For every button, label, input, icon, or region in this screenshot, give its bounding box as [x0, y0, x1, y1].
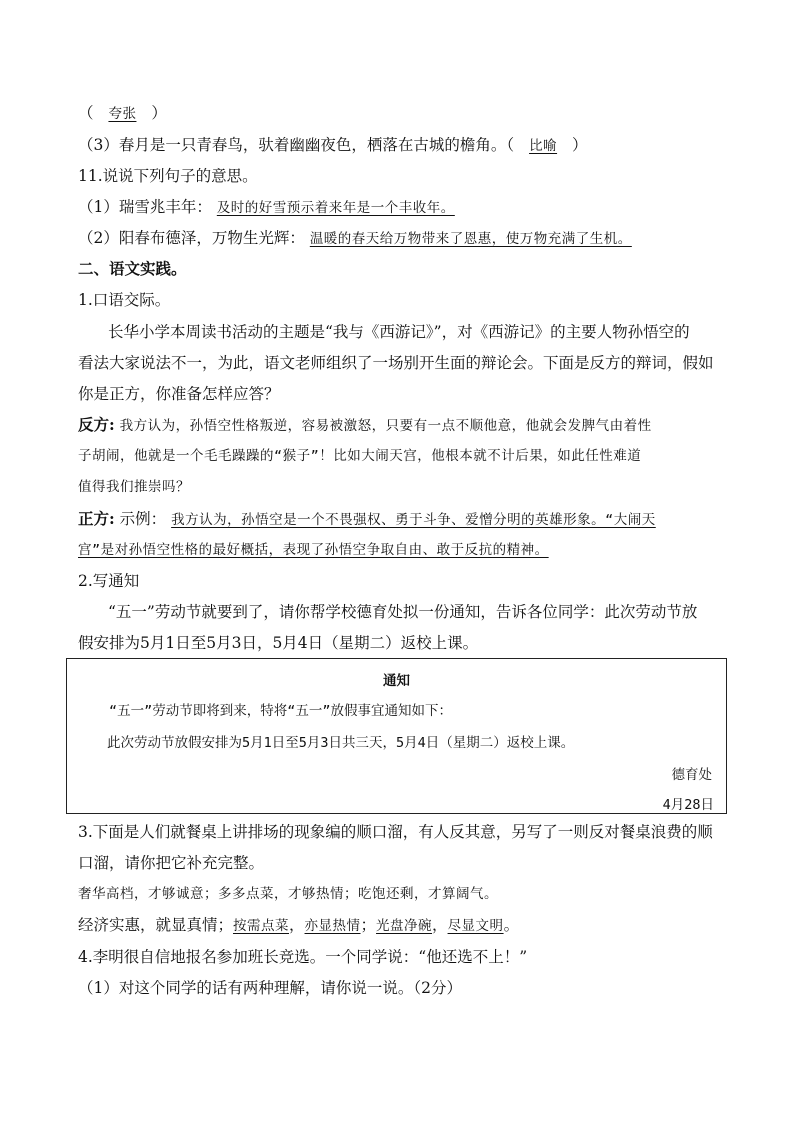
question-4-1: [78, 978, 724, 998]
paragraph-1-text-2: 看法大家说法不一，为此，语文老师组织了一场别开生面的辩论会。下面是反方的辩词，假如: [78, 354, 714, 372]
pro-side-text-2: 宫”是对孙悟空性格的最好概括，表现了孙悟空争取自由、敢于反抗的精神。: [78, 542, 549, 558]
answer-exaggeration: 夸张: [108, 106, 137, 122]
rhyme-2-answer-4: 尽显文明: [447, 918, 504, 934]
con-side-line-2: [78, 446, 724, 466]
close-paren: ）: [572, 136, 588, 154]
notice-signer: 德育处: [671, 767, 712, 783]
rhyme-2-answer-2: 亦显热情: [304, 918, 361, 934]
question-11-2-answer: 温暖的春天给万物带来了恩惠，使万物充满了生机。: [309, 231, 632, 247]
question-4-1-text: （1）对这个同学的话有两种理解，请你说一说。（2分）: [78, 979, 462, 997]
question-3-line-2: [78, 853, 724, 873]
notice-box: [66, 658, 727, 814]
question-3-text-2: 口溜，请你把它补充完整。: [78, 854, 265, 872]
question-11-1-answer: 及时的好雪预示着来年是一个丰收年。: [216, 200, 455, 216]
question-line-3: [78, 135, 724, 156]
question-4-text: 4.李明很自信地报名参加班长竞选。一个同学说：“他还选不上！”: [78, 948, 528, 966]
question-11-2-label: （2）阳春布德泽，万物生光辉：: [78, 229, 305, 247]
paragraph-2-line-2: [78, 633, 724, 653]
paragraph-1-text-3: 你是正方，你准备怎样应答？: [78, 385, 280, 403]
question-11-1: [78, 197, 724, 218]
close-paren: ）: [151, 104, 167, 122]
pro-side-text-1: 我方认为，孙悟空是一个不畏强权、勇于斗争、爱憎分明的英雄形象。“大闹天: [171, 512, 656, 528]
rhyme-2-sep-1: ，: [289, 916, 305, 934]
con-side-line-1: [78, 415, 724, 436]
question-1-title: [78, 290, 724, 310]
question-11-title: [78, 166, 724, 186]
con-side-text-2: 子胡闹，他就是一个毛毛躁躁的“猴子”！比如大闹天宫，他根本就不计后果，如此任性难道: [78, 448, 642, 464]
paragraph-1-line-2: [78, 353, 724, 373]
paragraph-2-line-1: [78, 602, 724, 622]
paragraph-2-text-1: “五一”劳动节就要到了，请你帮学校德育处拟一份通知，告诉各位同学：此次劳动节放: [108, 603, 698, 621]
answer-metaphor: 比喻: [529, 138, 558, 154]
con-side-line-3: [78, 477, 724, 497]
section-2-heading: [78, 259, 724, 279]
notice-title: 通知: [383, 673, 410, 689]
pro-side-line-2: [78, 540, 724, 560]
rhyme-2-sep-3: ，: [432, 916, 448, 934]
question-1-text: 1.口语交际。: [78, 291, 171, 309]
pro-side-example-prefix: 示例：: [119, 510, 167, 528]
question-3-text: （3）春月是一只青春鸟，驮着幽幽夜色，栖落在古城的檐角。（: [78, 136, 515, 154]
notice-date: 4月28日: [662, 797, 714, 813]
rhyme-line-1: [78, 884, 724, 904]
notice-line-1: “五一”劳动节即将到来，特将“五一”放假事宜通知如下：: [109, 703, 453, 719]
rhyme-2-prefix: 经济实惠，就显真情；: [78, 916, 234, 934]
notice-line-2: 此次劳动节放假安排为5月1日至5月3日共三天，5月4日（星期二）返校上课。: [107, 735, 575, 751]
con-side-text-1: 我方认为，孙悟空性格叛逆，容易被激怒，只要有一点不顺他意，他就会发脾气由着性: [119, 418, 652, 434]
rhyme-2-sep-2: ；: [360, 916, 377, 934]
answer-line-exaggeration: [78, 103, 724, 124]
con-side-text-3: 值得我们推崇吗？: [78, 479, 190, 495]
question-2-text: 2.写通知: [78, 572, 140, 590]
paragraph-1-line-1: [78, 322, 724, 342]
question-11-2: [78, 228, 724, 249]
question-2-title: [78, 571, 724, 591]
pro-side-line-1: [78, 509, 724, 530]
question-11-text: 11.说说下列句子的意思。: [78, 167, 258, 185]
section-2-text: 二、语文实践。: [78, 259, 187, 278]
rhyme-2-answer-1: 按需点菜: [233, 918, 290, 934]
question-3-text-1: 3.下面是人们就餐桌上讲排场的现象编的顺口溜，有人反其意，另写了一则反对餐桌浪费的顺: [78, 823, 713, 841]
con-side-label: 反方:: [78, 415, 115, 434]
question-11-1-label: （1）瑞雪兆丰年：: [78, 198, 212, 216]
paragraph-1-text-1: 长华小学本周读书活动的主题是“我与《西游记》”，对《西游记》的主要人物孙悟空的: [108, 323, 690, 341]
rhyme-line-2: [78, 915, 724, 936]
rhyme-2-answer-3: 光盘净碗: [376, 918, 433, 934]
rhyme-2-end: 。: [503, 916, 520, 934]
open-paren: （: [78, 104, 94, 122]
question-3-line-1: [78, 822, 724, 842]
rhyme-text-1: 奢华高档，才够诚意；多多点菜，才够热情；吃饱还剩，才算阔气。: [78, 886, 498, 902]
question-4-title: [78, 947, 724, 967]
paragraph-2-text-2: 假安排为5月1日至5月3日，5月4日（星期二）返校上课。: [78, 634, 479, 652]
paragraph-1-line-3: [78, 384, 724, 404]
pro-side-label: 正方:: [78, 509, 115, 528]
